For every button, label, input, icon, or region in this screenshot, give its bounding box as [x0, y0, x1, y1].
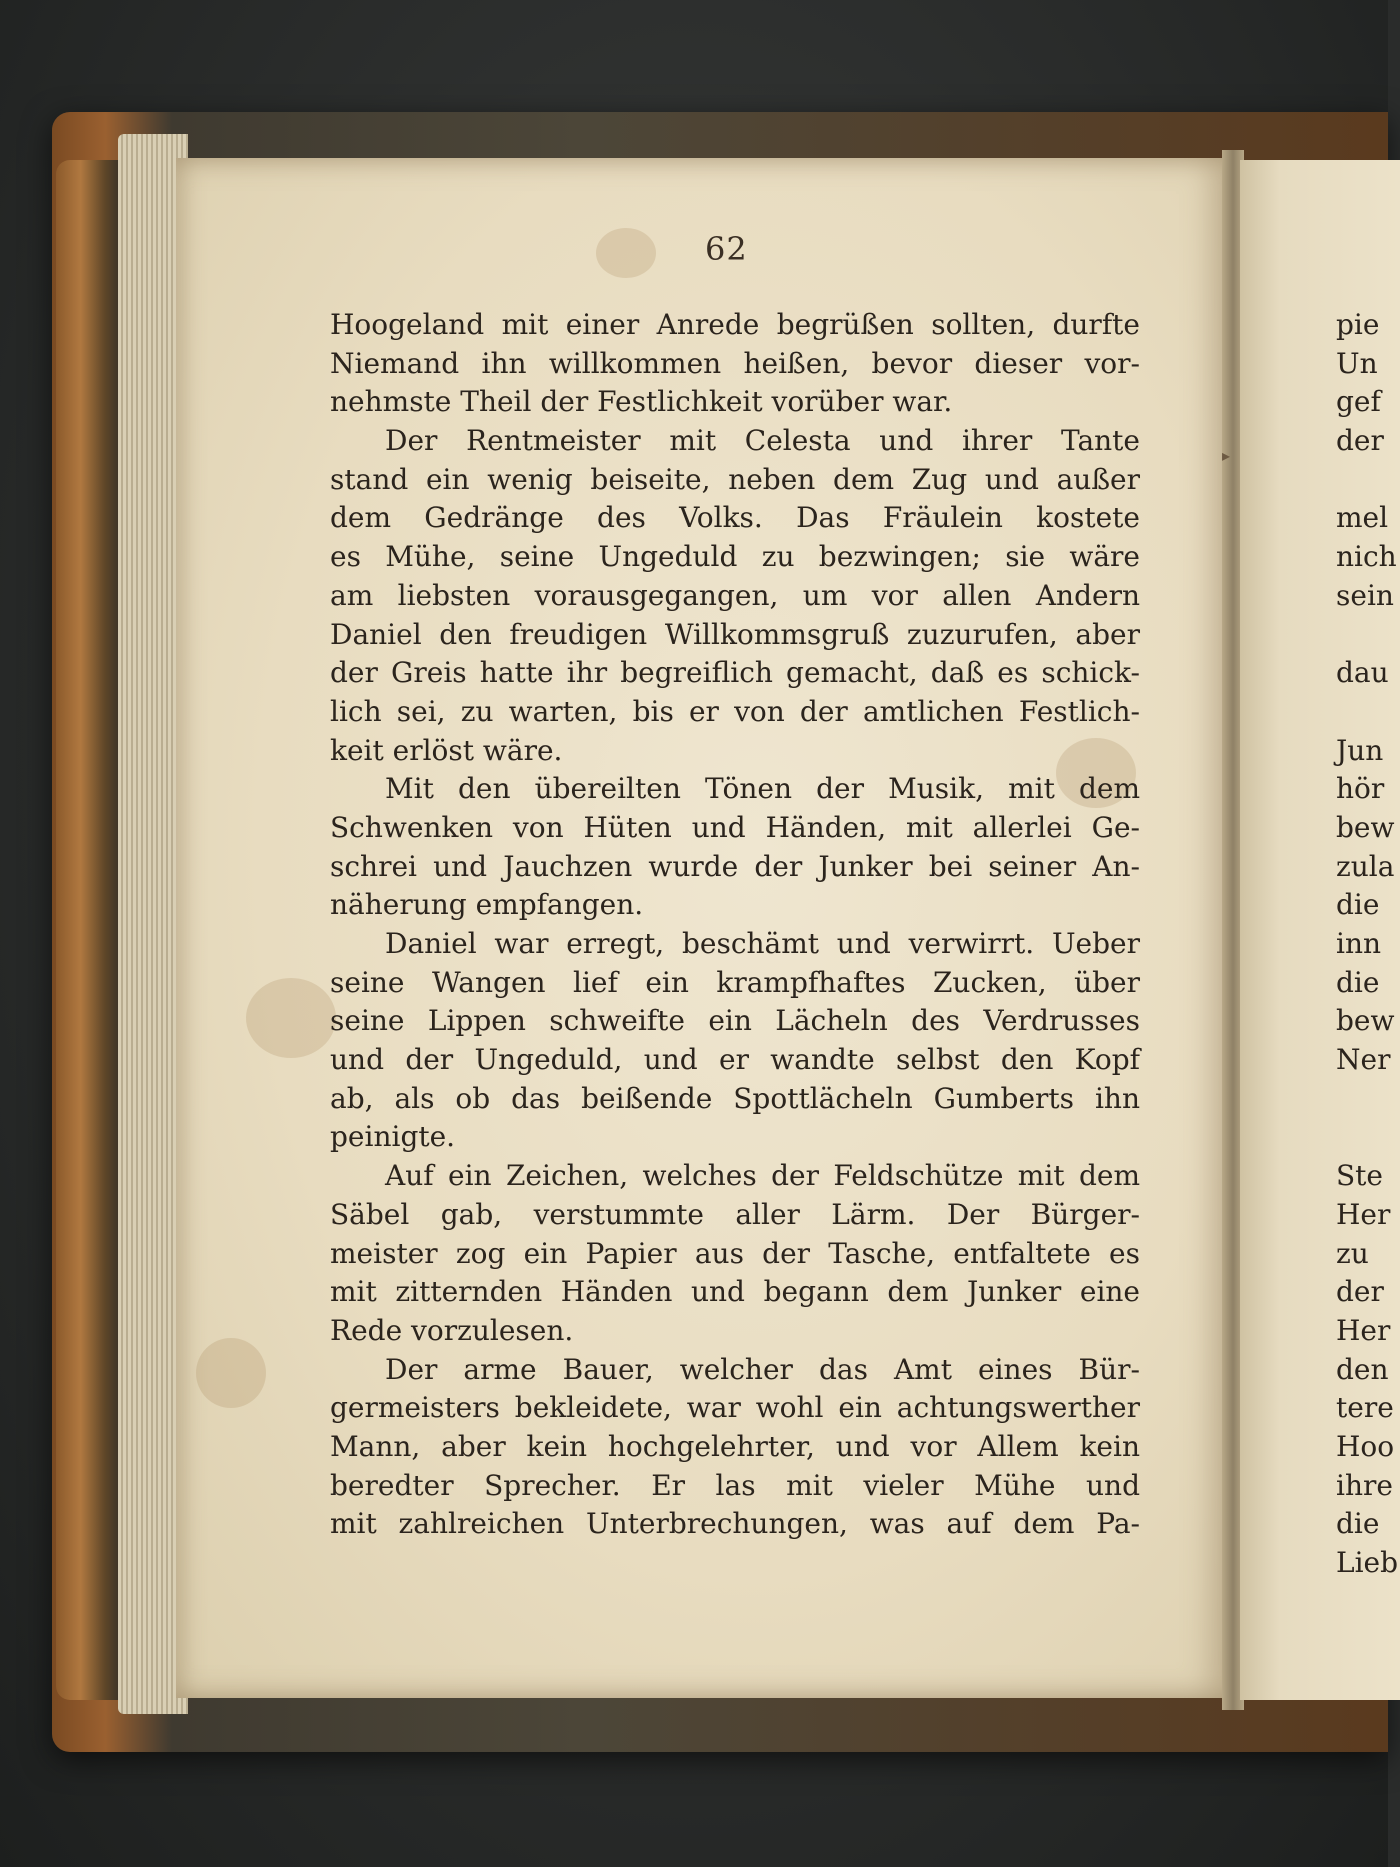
text-line: Der arme Bauer, welcher das Amt eines Bür-	[385, 1352, 1140, 1386]
facing-line: tere	[1336, 1391, 1394, 1425]
facing-line: zu	[1336, 1236, 1369, 1270]
page-number: 62	[705, 230, 748, 268]
text-line: mit zitternden Händen und begann dem Junker eine	[330, 1275, 1140, 1309]
foxing-stain	[596, 228, 656, 278]
facing-line: der	[1336, 1275, 1384, 1309]
text-line: mit zahlreichen Unterbrechungen, was auf dem Pa-	[330, 1507, 1140, 1541]
text-line: Säbel gab, verstummte aller Lärm. Der Bürger-	[330, 1197, 1140, 1231]
text-line: Mit den übereilten Tönen der Musik, mit dem	[385, 772, 1140, 806]
text-line: Daniel den freudigen Willkommsgruß zuzurufen, aber	[330, 617, 1140, 651]
text-line: stand ein wenig beiseite, neben dem Zug und außer	[330, 462, 1140, 496]
text-line: ab, als ob das beißende Spottlächeln Gumberts ihn	[330, 1081, 1140, 1115]
facing-line	[1336, 616, 1396, 655]
facing-line: bew	[1336, 1004, 1395, 1038]
text-line: Mann, aber kein hochgelehrter, und vor Allem kein	[330, 1429, 1140, 1463]
margin-mark-icon: ▸	[1222, 446, 1231, 465]
facing-line: gef	[1336, 385, 1381, 419]
text-line: und der Ungeduld, und er wandte selbst den Kopf	[330, 1043, 1140, 1077]
text-line: Daniel war erregt, beschämt und verwirrt. Ueber	[385, 927, 1140, 960]
facing-line: Hoo	[1336, 1429, 1395, 1463]
text-line: Der Rentmeister mit Celesta und ihrer Tante	[385, 424, 1140, 458]
facing-line: Jun	[1336, 733, 1384, 767]
facing-line: Her	[1336, 1313, 1391, 1347]
text-line: peinigte.	[330, 1120, 456, 1154]
facing-line: mel	[1336, 501, 1389, 535]
text-line: dem Gedränge des Volks. Das Fräulein kostete	[330, 501, 1140, 535]
facing-line: die	[1336, 888, 1380, 922]
text-line: lich sei, zu warten, bis er von der amtlichen Festlich-	[330, 694, 1140, 728]
facing-line: den	[1336, 1352, 1389, 1386]
text-line: am liebsten vorausgegangen, um vor allen Andern	[330, 578, 1140, 612]
text-line: der Greis hatte ihr begreiflich gemacht, daß es schick-	[330, 656, 1140, 690]
text-line: Auf ein Zeichen, welches der Feldschütze mit dem	[385, 1159, 1140, 1193]
text-line: meister zog ein Papier aus der Tasche, entfaltete es	[330, 1236, 1140, 1270]
facing-line: Ner	[1336, 1043, 1391, 1077]
facing-line	[1336, 461, 1396, 500]
text-line: seine Lippen schweifte ein Lächeln des Verdrusses	[330, 1004, 1140, 1038]
facing-line: bew	[1336, 810, 1395, 844]
facing-line: Ste	[1336, 1159, 1384, 1193]
facing-line: pie	[1336, 308, 1380, 341]
facing-line: sein	[1336, 578, 1394, 612]
facing-line: hör	[1336, 772, 1385, 806]
text-line: beredter Sprecher. Er las mit vieler Mühe und	[330, 1468, 1140, 1502]
facing-line: nich	[1336, 540, 1397, 574]
facing-line: inn	[1336, 927, 1382, 960]
text-line: Rede vorzulesen.	[330, 1313, 574, 1347]
text-line: näherung empfangen.	[330, 888, 644, 922]
book-spine	[56, 160, 126, 1700]
facing-line: dau	[1336, 656, 1389, 690]
text-line: Schwenken von Hüten und Händen, mit allerlei Ge-	[330, 810, 1140, 844]
facing-line: Lieb	[1336, 1546, 1399, 1579]
text-line: Hoogeland mit einer Anrede begrüßen sollten, durfte	[330, 308, 1140, 341]
body-text	[330, 306, 1140, 1544]
foxing-stain	[246, 978, 336, 1058]
facing-page-text	[1336, 306, 1399, 1583]
facing-line: Her	[1336, 1197, 1391, 1231]
text-line: es Mühe, seine Ungeduld zu bezwingen; sie wäre	[330, 540, 1140, 574]
text-line: schrei und Jauchzen wurde der Junker bei seiner An-	[330, 849, 1140, 883]
facing-line	[1336, 1080, 1396, 1119]
facing-line	[1336, 1118, 1396, 1157]
foxing-stain	[196, 1338, 266, 1408]
facing-line	[1336, 693, 1396, 732]
facing-line: der	[1336, 424, 1384, 458]
text-line: nehmste Theil der Festlichkeit vorüber war.	[330, 385, 953, 419]
facing-line: zula	[1336, 849, 1395, 883]
facing-line: ihre	[1336, 1468, 1393, 1502]
text-line: keit erlöst wäre.	[330, 733, 563, 767]
text-line: Niemand ihn willkommen heißen, bevor dieser vor-	[330, 346, 1140, 380]
text-line: germeisters bekleidete, war wohl ein achtungswerther	[330, 1391, 1140, 1425]
facing-line: die	[1336, 1507, 1380, 1541]
text-line: seine Wangen lief ein krampfhaftes Zucken, über	[330, 965, 1140, 999]
facing-line: Un	[1336, 346, 1378, 380]
facing-line: die	[1336, 965, 1380, 999]
